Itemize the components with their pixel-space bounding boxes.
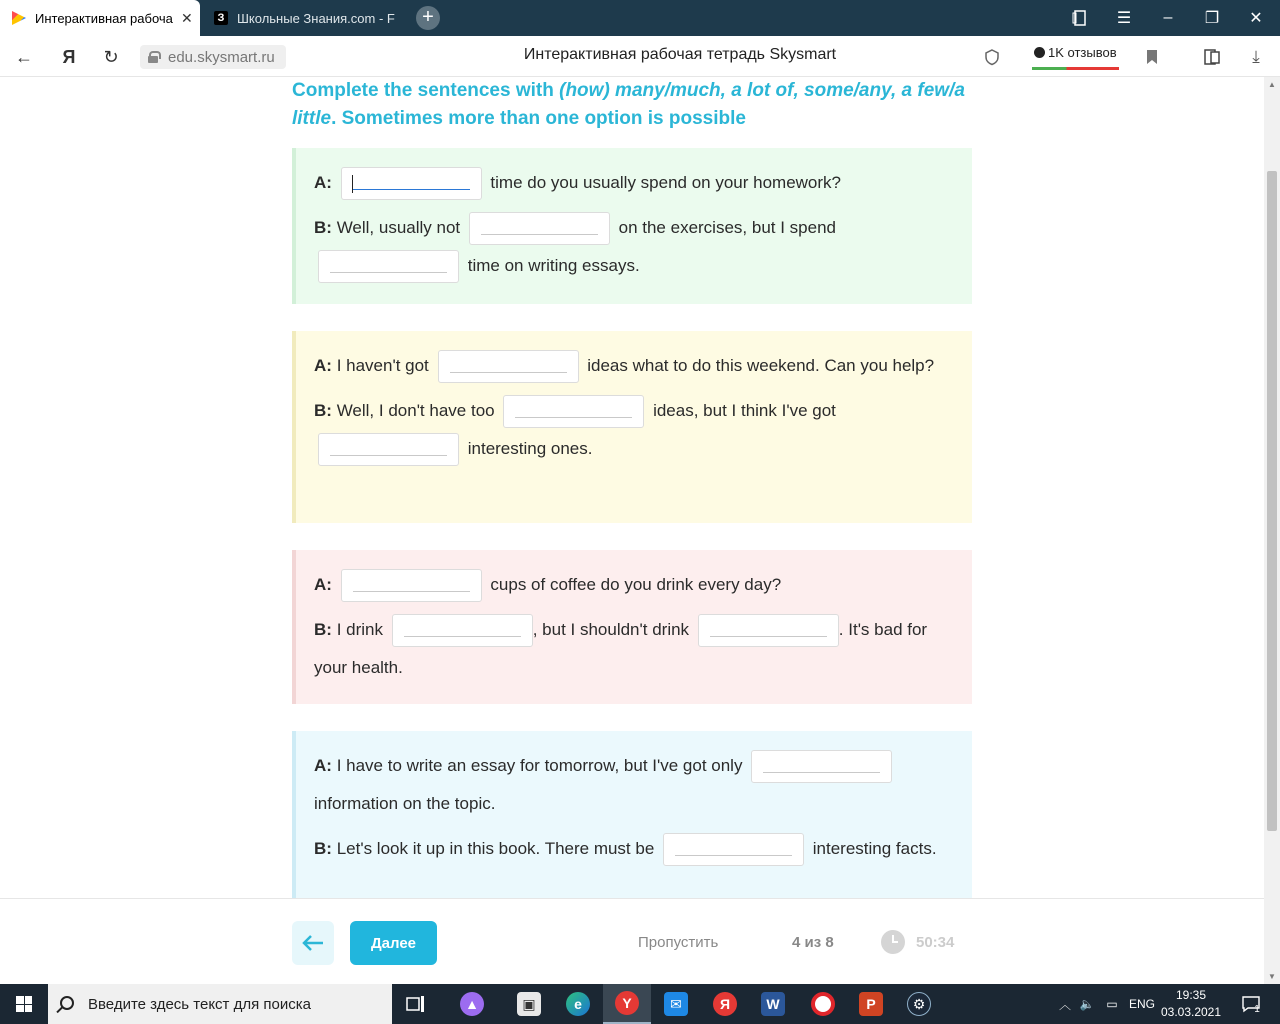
line-text: I have to write an essay for tomorrow, but I've got only	[336, 756, 743, 775]
speaker-label: B:	[314, 839, 332, 858]
url-text: edu.skysmart.ru	[168, 48, 275, 66]
speaker-label: B:	[314, 218, 332, 237]
scroll-down-icon[interactable]: ▼	[1268, 972, 1276, 981]
arrow-left-icon	[302, 935, 324, 951]
line-text: ideas what to do this weekend. Can you help?	[587, 356, 935, 375]
dialogue-line	[314, 164, 954, 202]
speaker-label: A:	[314, 356, 332, 375]
reviews-label: 1K отзывов	[1048, 45, 1117, 60]
search-placeholder: Введите здесь текст для поиска	[88, 995, 311, 1013]
answer-input-7[interactable]	[341, 569, 482, 602]
yandex-icon[interactable]: Я	[62, 46, 76, 67]
speaker-label: B:	[314, 620, 332, 639]
next-button[interactable]: Далее	[350, 921, 437, 965]
menu-icon[interactable]: ☰	[1116, 10, 1132, 27]
line-text: interesting ones.	[467, 439, 593, 458]
task-view-icon[interactable]	[392, 984, 440, 1024]
steam-icon[interactable]: ⚙	[895, 984, 943, 1024]
browser-tab-bar	[0, 0, 1280, 36]
dialogue-line	[314, 392, 954, 468]
store-icon[interactable]: ▣	[505, 984, 553, 1024]
skip-button[interactable]: Пропустить	[638, 934, 719, 951]
url-field[interactable]	[140, 45, 286, 69]
clock-date: 03.03.2021	[1160, 1005, 1222, 1019]
scroll-thumb[interactable]	[1267, 171, 1277, 831]
opera-icon[interactable]	[799, 984, 847, 1024]
dialogue-line	[314, 747, 954, 823]
line-text: Well, I don't have too	[336, 401, 495, 420]
windows-taskbar	[0, 984, 1280, 1024]
tab-skysmart[interactable]	[0, 0, 200, 36]
dialogue-card-4	[292, 731, 972, 921]
yandex-browser-icon[interactable]: Y	[603, 984, 651, 1024]
reload-icon[interactable]: ↻	[103, 46, 119, 67]
restore-icon[interactable]: ❐	[1204, 10, 1220, 27]
start-button[interactable]	[0, 984, 48, 1024]
line-text: I drink	[336, 620, 383, 639]
taskbar-clock[interactable]	[1160, 987, 1222, 1021]
scroll-up-icon[interactable]: ▲	[1268, 80, 1276, 89]
znanija-favicon-icon: З	[214, 11, 228, 25]
dialogue-card-2	[292, 331, 972, 523]
dialogue-line	[314, 566, 954, 604]
notifications-icon[interactable]	[1236, 984, 1266, 1024]
comment-icon	[1034, 47, 1045, 58]
line-text: on the exercises, but I spend	[618, 218, 836, 237]
dialogue-line	[314, 347, 954, 385]
line-text: time do you usually spend on your homework?	[490, 173, 842, 192]
app-purple-icon[interactable]: ▲	[448, 984, 496, 1024]
protect-icon[interactable]	[979, 44, 1005, 70]
answer-input-4[interactable]	[438, 350, 579, 383]
bookmarks-panel-icon[interactable]	[1058, 0, 1102, 36]
line-text: time on writing essays.	[467, 256, 640, 275]
language-indicator[interactable]: ENG	[1128, 997, 1155, 1011]
new-tab-button[interactable]: +	[416, 6, 440, 30]
timer: 50:34	[916, 934, 955, 951]
search-icon	[60, 996, 74, 1010]
powerpoint-icon[interactable]: P	[847, 984, 895, 1024]
notifications-count: 1	[1254, 1003, 1260, 1015]
speaker-label: A:	[314, 756, 332, 775]
answer-input-6[interactable]	[318, 433, 459, 466]
close-tab-icon[interactable]: ✕	[181, 9, 193, 26]
mail-icon[interactable]: ✉	[652, 984, 700, 1024]
line-text: Let's look it up in this book. There must be	[336, 839, 655, 858]
progress-counter: 4 из 8	[792, 934, 834, 951]
address-bar	[0, 36, 1280, 77]
tab-title: Интерактивная рабоча	[35, 10, 173, 26]
line-text: information on the topic.	[314, 794, 496, 813]
heading-text: Complete the sentences with	[292, 80, 560, 101]
answer-input-2[interactable]	[469, 212, 610, 245]
line-text: I haven't got	[336, 356, 429, 375]
close-window-icon[interactable]: ✕	[1249, 10, 1263, 27]
minimize-icon[interactable]: –	[1163, 9, 1173, 26]
network-icon[interactable]: ▭	[1106, 997, 1118, 1011]
page-title: Интерактивная рабочая тетрадь Skysmart	[523, 46, 837, 63]
dialogue-line	[314, 611, 954, 687]
answer-input-3[interactable]	[318, 250, 459, 283]
tab-znanija[interactable]	[204, 0, 404, 36]
speaker-label: A:	[314, 575, 332, 594]
answer-input-5[interactable]	[503, 395, 644, 428]
download-icon[interactable]: ⤓	[1252, 47, 1260, 66]
collections-icon[interactable]	[1199, 44, 1225, 70]
speaker-label: A:	[314, 173, 332, 192]
windows-logo-icon	[16, 996, 32, 1012]
speaker-label: B:	[314, 401, 332, 420]
back-icon[interactable]: ←	[15, 46, 33, 67]
yandex-app-icon[interactable]: Я	[701, 984, 749, 1024]
reviews-badge[interactable]	[1032, 42, 1119, 70]
line-text: ideas, but I think I've got	[653, 401, 836, 420]
tab-title: Школьные Знания.com - F	[237, 10, 395, 26]
lock-icon	[148, 51, 158, 63]
answer-input-11[interactable]	[663, 833, 804, 866]
tray-chevron-icon[interactable]: ︿	[1058, 997, 1071, 1012]
answer-input-1[interactable]	[341, 167, 482, 200]
exercise-footer	[0, 898, 1264, 984]
answer-input-8[interactable]	[392, 614, 533, 647]
clock-icon	[881, 930, 905, 954]
heading-text-end: . Sometimes more than one option is possible	[331, 108, 746, 129]
dialogue-line	[314, 209, 954, 285]
line-text: . It's bad for your health.	[314, 620, 928, 677]
taskbar-search[interactable]	[48, 984, 392, 1024]
previous-button[interactable]	[292, 921, 334, 965]
word-icon[interactable]: W	[749, 984, 797, 1024]
line-text: interesting facts.	[812, 839, 937, 858]
dialogue-line	[314, 830, 954, 868]
heading-emphasis: (how) many/much, a lot of, some/any, a few/a little	[292, 80, 965, 129]
volume-icon[interactable]: 🔈	[1079, 997, 1095, 1011]
edge-icon[interactable]: e	[554, 984, 602, 1024]
line-text: , but I shouldn't drink	[532, 620, 690, 639]
bookmark-icon[interactable]	[1139, 44, 1165, 70]
page-scrollbar[interactable]	[1264, 77, 1280, 984]
line-text: cups of coffee do you drink every day?	[490, 575, 782, 594]
clock-time: 19:35	[1175, 988, 1207, 1002]
dialogue-card-1	[292, 148, 972, 304]
skysmart-favicon-icon	[12, 11, 26, 25]
exercise-heading	[292, 77, 972, 133]
answer-input-10[interactable]	[751, 750, 892, 783]
dialogue-card-3	[292, 550, 972, 704]
line-text: Well, usually not	[336, 218, 461, 237]
answer-input-9[interactable]	[698, 614, 839, 647]
page-content	[0, 77, 1264, 898]
